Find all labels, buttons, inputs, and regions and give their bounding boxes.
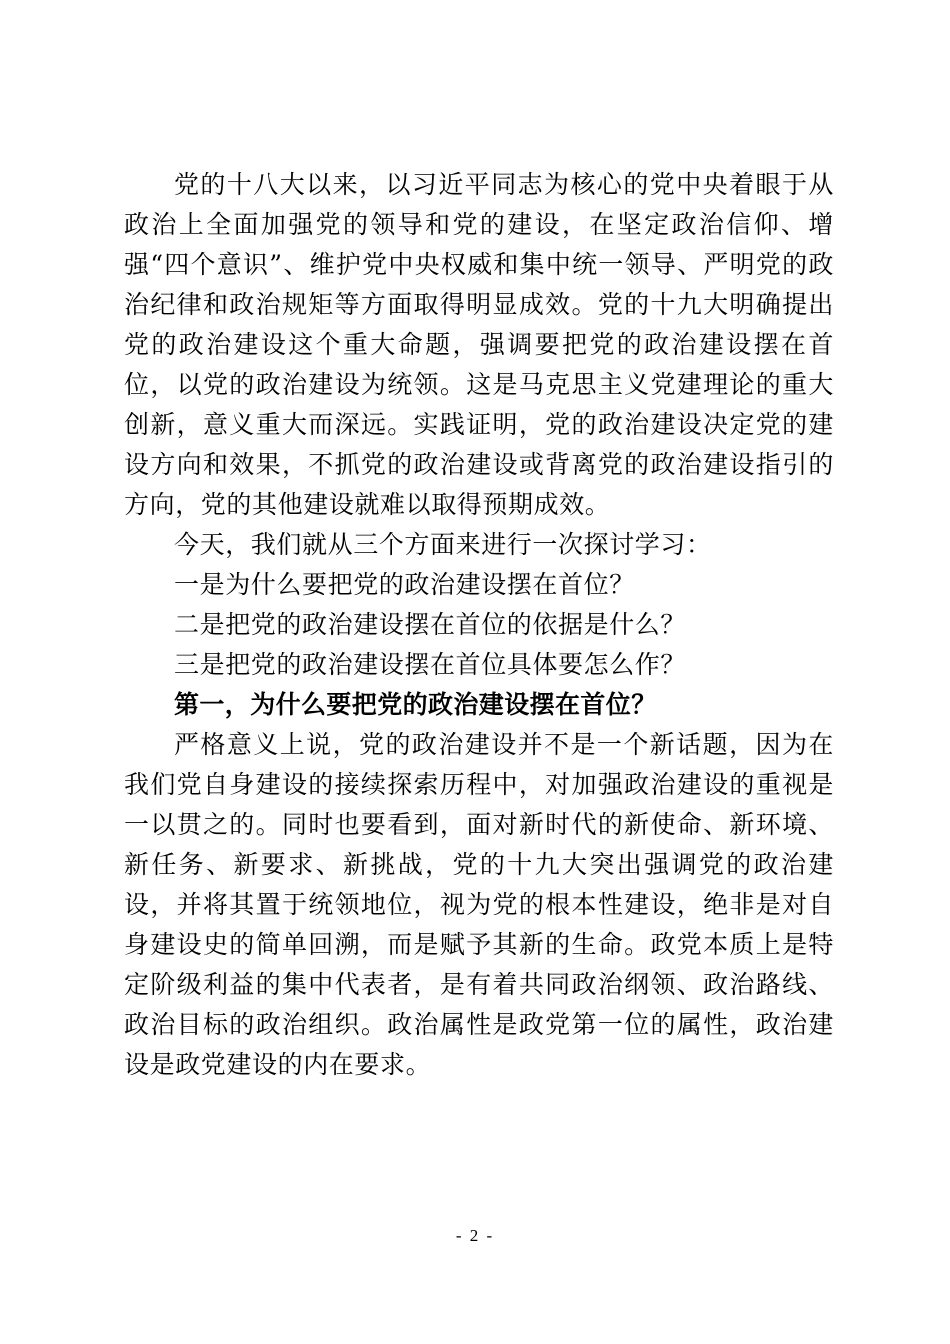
document-body [124,165,834,1085]
agenda-item-1: 一是为什么要把党的政治建设摆在首位？ [174,570,635,599]
agenda-item-3: 三是把党的政治建设摆在首位具体要怎么作？ [174,650,687,679]
paragraph-agenda: 今天，我们就从三个方面来进行一次探讨学习： [174,530,712,559]
paragraph-intro: 党的十八大以来，以习近平同志为核心的党中央着眼于从政治上全面加强党的领导和党的建设，在坚定政治信仰、增强“四个意识”、维护党中央权威和集中统一领导、严明党的政治纪律和政治规矩等方面取得明显成效。党的十九大明确提出党的政治建设这个重大命题，强调要把党的政治建设摆在首位，以党的政治建设为统领。这是马克思主义党建理论的重大创新，意义重大而深远。实践证明，党的政治建设决定党的建设方向和效果，不抓党的政治建设或背离党的政治建设指引的方向，党的其他建设就难以取得预期成效。 [124,170,834,519]
agenda-item-2: 二是把党的政治建设摆在首位的依据是什么？ [174,610,687,639]
paragraph-section-1: 严格意义上说，党的政治建设并不是一个新话题，因为在我们党自身建设的接续探索历程中，对加强政治建设的重视是一以贯之的。同时也要看到，面对新时代的新使命、新环境、新任务、新要求、新挑战，党的十九大突出强调党的政治建设，并将其置于统领地位，视为党的根本性建设，绝非是对自身建设史的简单回溯，而是赋予其新的生命。政党本质上是特定阶级利益的集中代表者，是有着共同政治纲领、政治路线、政治目标的政治组织。政治属性是政党第一位的属性，政治建设是政党建设的内在要求。 [124,730,834,1079]
section-heading-1: 第一，为什么要把党的政治建设摆在首位？ [174,690,657,719]
page-number: - 2 - [455,1226,495,1245]
